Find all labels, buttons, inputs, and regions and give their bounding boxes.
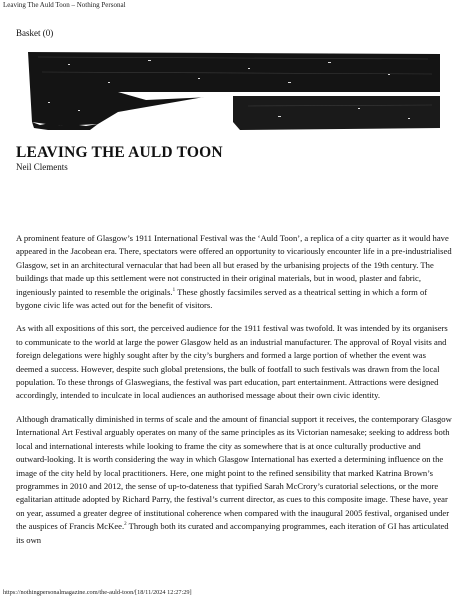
paragraph-3: Although dramatically diminished in terms of scale and the amount of financial support it receives, the contemporary Glasgow International Art Festival arguably operates on many of the same principles as its Victorian namesake; seeking to address both local and international interests while looking to frame the city as somewhere that is at once culturally productive and outward-looking. It is worth considering the way in which Glasgow International has exerted a determining influence on the image of the city held by local practitioners. Here, one might point to the refined sensibility that marked Katrina Brown’s programmes in 2010 and 2012, the sense of up-to-dateness that typified Sarah McCrory’s curatorial selections, or the more egalitarian attitude adopted by Richard Parry, the festival’s current director, as cues to this composite image. These have, year on year, assumed a greater degree of institutional coherence when compared with the inaugural 2005 festival, organised under the auspices of Francis McKee.$^2$ Through both its curated and accompanying programmes, each iteration of GI has articulated its own [16, 413, 452, 545]
article-title: LEAVING THE AULD TOON [16, 144, 223, 161]
print-header: Leaving The Auld Toon – Nothing Personal [3, 1, 126, 9]
footnote-ref-2[interactable]: 2 [124, 522, 127, 528]
paragraph-2: As with all expositions of this sort, the perceived audience for the 1911 festival was twofold. It was intended by its organisers to communicate to the world at large the power Glasgow held as an industrial manufacturer. The approval of Royal visits and foreign delegations were highly sought after by the city’s burghers and formed a large portion of whether the event was deemed a success. However, despite such global pretensions, the bulk of footfall to such festivals was drawn from the local population. To these throngs of Glaswegians, the festival was part education, part entertainment. Attractions were designed accordingly, intended to inculcate in local audiences an authorised message about their own civic identity. [16, 323, 448, 401]
article-body [16, 232, 452, 557]
print-footer-url: https://nothingpersonalmagazine.com/the-auld-toon/[18/11/2024 12:27:29] [3, 589, 192, 596]
paragraph-1: A prominent feature of Glasgow’s 1911 International Festival was the ‘Auld Toon’, a replica of a city quarter as it would have appeared in the Jacobean era. There, spectators were offered an opportunity to vicariously encounter life in a pre-industrialised Glasgow, set in an architectural vernacular that had been all but erased by the urbanising projects of the 19th century. The buildings that made up this settlement were not constructed in their original materials, but in wood, plaster and fabric, ingeniously painted to resemble the originals.$^1$ These ghostly facsimiles served as a theatrical setting in which a form of bygone civic life was acted out for the benefit of visitors. [16, 233, 452, 311]
hero-image [28, 52, 440, 132]
article-author: Neil Clements [16, 162, 68, 172]
footnote-ref-1[interactable]: 1 [172, 287, 176, 293]
basket-link[interactable]: Basket (0) [16, 28, 54, 38]
hero-graphic [28, 52, 440, 132]
